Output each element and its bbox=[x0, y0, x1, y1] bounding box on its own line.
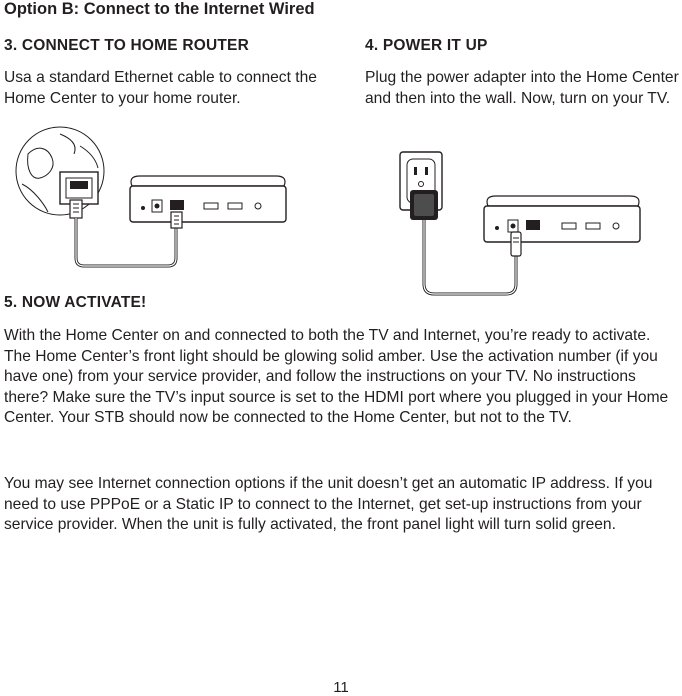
step4-heading: 4. POWER IT UP bbox=[365, 37, 488, 54]
power-adapter-icon bbox=[410, 190, 438, 220]
power-connection-illustration bbox=[398, 150, 643, 300]
ethernet-plug-icon bbox=[70, 200, 82, 218]
step5-paragraph-2: You may see Internet connection options if the unit doesn’t get an automatic IP address. If you need to use PPPoE or a Static IP to connect to the Internet, get set-up instructions from your service provider. When the unit is fully activated, the front panel light will turn solid green. bbox=[4, 475, 653, 533]
home-center-device-icon bbox=[130, 176, 286, 222]
ethernet-plug-device-icon bbox=[171, 212, 182, 228]
ethernet-cable bbox=[76, 218, 176, 266]
router-connection-illustration bbox=[8, 124, 293, 284]
step5-paragraph-1: With the Home Center on and connected to both the TV and Internet, you’re ready to activate. The Home Center’s front light should be glowing solid amber. Use the activation number (if you have one) from your service provider, and follow the instructions on your TV. No instructions there? Make sure the TV’s input source is set to the HDMI port where you plugged in your Home Center. Your STB should now be connected to the Home Center, but not to the TV. bbox=[4, 327, 669, 426]
home-center-device-icon bbox=[484, 196, 640, 242]
page-number: 11 bbox=[333, 679, 349, 696]
ethernet-wall-port-icon bbox=[60, 172, 98, 204]
power-plug-device-icon bbox=[511, 232, 521, 256]
step4-text: Plug the power adapter into the Home Center and then into the wall. Now, turn on your TV. bbox=[365, 69, 679, 107]
step3-text: Usa a standard Ethernet cable to connect the Home Center to your home router. bbox=[4, 69, 317, 107]
step3-heading: 3. CONNECT TO HOME ROUTER bbox=[4, 37, 249, 54]
page-title: Option B: Connect to the Internet Wired bbox=[4, 0, 315, 18]
step5-heading: 5. NOW ACTIVATE! bbox=[4, 294, 147, 311]
